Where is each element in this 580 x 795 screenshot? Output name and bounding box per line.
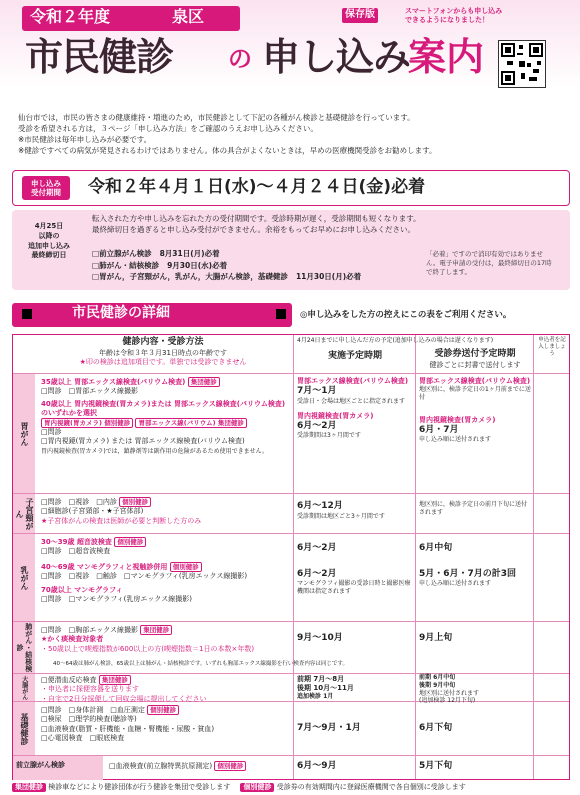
square-icon [22,309,32,319]
row-lung-note: 40～64歳は肺がん検診，65歳以上は肺がん・結核検診です。いずれも胸部エックス線撮影を行い検査内容は同じです。 [53,661,348,667]
row-stomach-contents: 35歳以上 胃部エックス線検査(バリウム検査) 集団健診 □問診 □胃部エックス線撮影 40歳以上 胃内視鏡検査(胃カメラ)または 胃部エックス線検査(バリウム検査)のいずれかを選択 胃内視鏡(胃カメラ) 個別健診 胃部エックス線(バリウム) 集団健診 □問診 □胃内視鏡(胃カメラ) または 胃部エックス線検査(バリウム検査) 胃内視鏡検査(胃カメラ)では，鎮静剤等は副作用の危険があるため使用できません。 [41,378,286,456]
row-prostate-contents: □血液検査(前立腺特異抗原測定) 個別健診 [109,761,293,771]
category-lung: 肺がん・結核検診 [13,622,35,673]
late-label: 4月25日 以降の 追加申し込み 最終締切日 [28,222,70,260]
row-lung-ticket: 9月上旬 [419,633,453,643]
row-basic-contents: □問診 □身体計測 □血圧測定 個別健診 □検尿 □理学的検査(聴診等) □血液検査(脂質・肝機能・血糖・腎機能・尿酸・貧血) □心電図検査 □眼底検査 [41,706,215,742]
category-basic: 基礎健診 [13,702,35,755]
keep-badge: 保存版 [342,8,378,23]
title-part-b: の [228,45,252,73]
qr-code-icon[interactable] [498,40,546,88]
title-part-d: 案内 [408,35,485,79]
row-cervical-contents: □問診 □視診 □内診 個別健診 □細胞診(子宮頸部・★子宮体部) ★子宮体がんの検査は医師が必要と判断した方のみ [41,498,202,525]
intro-text: 仙台市では，市民の皆さまの健康維持・増進のため，市民健診として下記の各種がん検診と基礎健診を行っています。 受診を希望される方は，３ページ「申し込み方法」をご確認のうえお申し込みください。 ※市民健診は毎年申し込みが必要です。 ※健診ですべての病気が発見されるわけではありません。体の具合がよくないときは，早めの医療機関受診をお勧めします。 [18,113,437,155]
header-applicant: 申込者を記入しましょう [538,337,566,358]
header-contents: 健診内容・受診方法 年齢は令和３年３月31日時点の年齢です ★印の検診は追加項目です。単独では受診できません [79,337,247,366]
deadline-item: □肺がん・結核検診 9月30日(水)必着 [92,260,228,270]
ward-name: 泉区 [172,7,205,26]
deadline-note: 「必着」ですので消印有効ではありません。電子申請の受付は，最終締切日の17時で終了します。 [426,250,552,277]
category-prostate: 前立腺がん検診 [13,756,103,780]
fiscal-year: 令和２年度 [30,7,111,26]
row-lung-schedule: 9月～10月 [297,633,343,643]
row-cervical-schedule: 6月～12月 受診期間は地区ごと3ヶ月間です [297,501,385,520]
footer-legend: 集団健診 検診車などにより健診団体が行う健診を集団で受診します 個別健診 受診券の有効期間内に登録医療機関で各自個別に受診します [12,783,570,792]
section-title: 市民健診の詳細 [72,305,170,321]
row-basic-ticket: 6月下旬 [419,723,453,733]
row-breast-schedule: 6月～2月 6月～2月 マンモグラフィ撮影の受診日時と撮影医療機関は指定されます [297,543,411,596]
category-stomach: 胃がん [13,374,35,493]
row-colon-ticket: 前期 6月中旬 後期 9月中旬 地区別に送付されます (追加検診 12月下旬) [419,674,480,705]
row-cervical-ticket: 地区別に，検診予定日の前月下旬に送付されます [419,501,528,516]
section-note: ◎申し込みをした方の控えにこの表をご利用ください。 [300,310,512,320]
row-basic-schedule: 7月～9月・1月 [297,723,361,733]
period-label: 申し込み 受付期間 [22,176,70,200]
deadline-item: □胃がん，子宮頸がん，乳がん，大腸がん検診，基礎健診 11月30日(月)必着 [92,272,362,282]
header-schedule: 実施予定時期 [327,351,382,361]
row-colon-contents: □便潜血反応検査 集団健診 ・申込者に採便容器を送ります ・自宅で2日分採便して回収会場に提出してください [41,676,207,703]
header-pre: 4月24日までに申し込んだ方の予定(追加申し込みの場合は遅くなります) [297,337,494,344]
row-colon-schedule: 前期 7月～8月 後期 10月～11月 追加検診 1月 [297,675,354,701]
category-breast: 乳がん [13,534,35,621]
row-prostate-ticket: 5月下旬 [419,761,453,771]
category-cervical: 子宮頸がん [13,494,35,533]
period-date: 令和２年４月１日(水)～４月２４日(金)必着 [88,177,426,197]
title-part-a: 市民健診 [25,35,174,79]
row-breast-ticket: 6月中旬 5月・6月・7月の計3回 申し込み順に送付されます [419,543,517,588]
square-icon [276,309,286,319]
header-ticket: 受診券送付予定時期 健診ごとに封書で送付します [429,349,521,369]
row-breast-contents: 30～39歳 超音波検査 個別健診 □問診 □超音波検査 40～69歳 マンモグラフィと視触診併用 個別健診 □問診 □視診 □触診 □マンモグラフィ(乳房エックス線撮影) 70歳以上 マンモグラフィ □問診 □マンモグラフィ(乳房エックス線撮影) [41,538,248,604]
deadline-list [92,248,361,283]
title-part-c: 申し込み [262,35,411,79]
late-text: 転入された方や申し込みを忘れた方の受付期間です。受診時期が遅く，受診期間も短くなります。 最終締切日を過ぎると申し込み受付ができません。余裕をもってお早めにお申し込みください。 [92,214,421,234]
row-stomach-ticket: 胃部エックス線検査(バリウム検査) 地区別に，検診予定日の1ヶ月前までに送付 胃内視鏡検査(胃カメラ) 6月・7月 申し込み順に送付されます [419,377,531,444]
row-stomach-schedule: 胃部エックス線検査(バリウム検査) 7月～1月 受診日・会場は地区ごとに指定されます 胃内視鏡検査(胃カメラ) 6月～2月 受診期間は3ヶ月間です [297,377,409,440]
checkup-table [12,334,570,780]
category-colon: 大腸がん [13,674,35,701]
row-prostate-schedule: 6月～9月 [297,761,337,771]
row-lung-contents: □問診 □胸部エックス線撮影 集団健診 ★かく痰検査対象者 ・50歳以上で喫煙指数が600以上の方(喫煙指数＝1日の本数×年数) [41,626,255,653]
smartphone-notice: スマートフォンからも申し込み できるようになりました！ [405,7,503,25]
deadline-item: □前立腺がん検診 8月31日(月)必着 [92,249,220,258]
